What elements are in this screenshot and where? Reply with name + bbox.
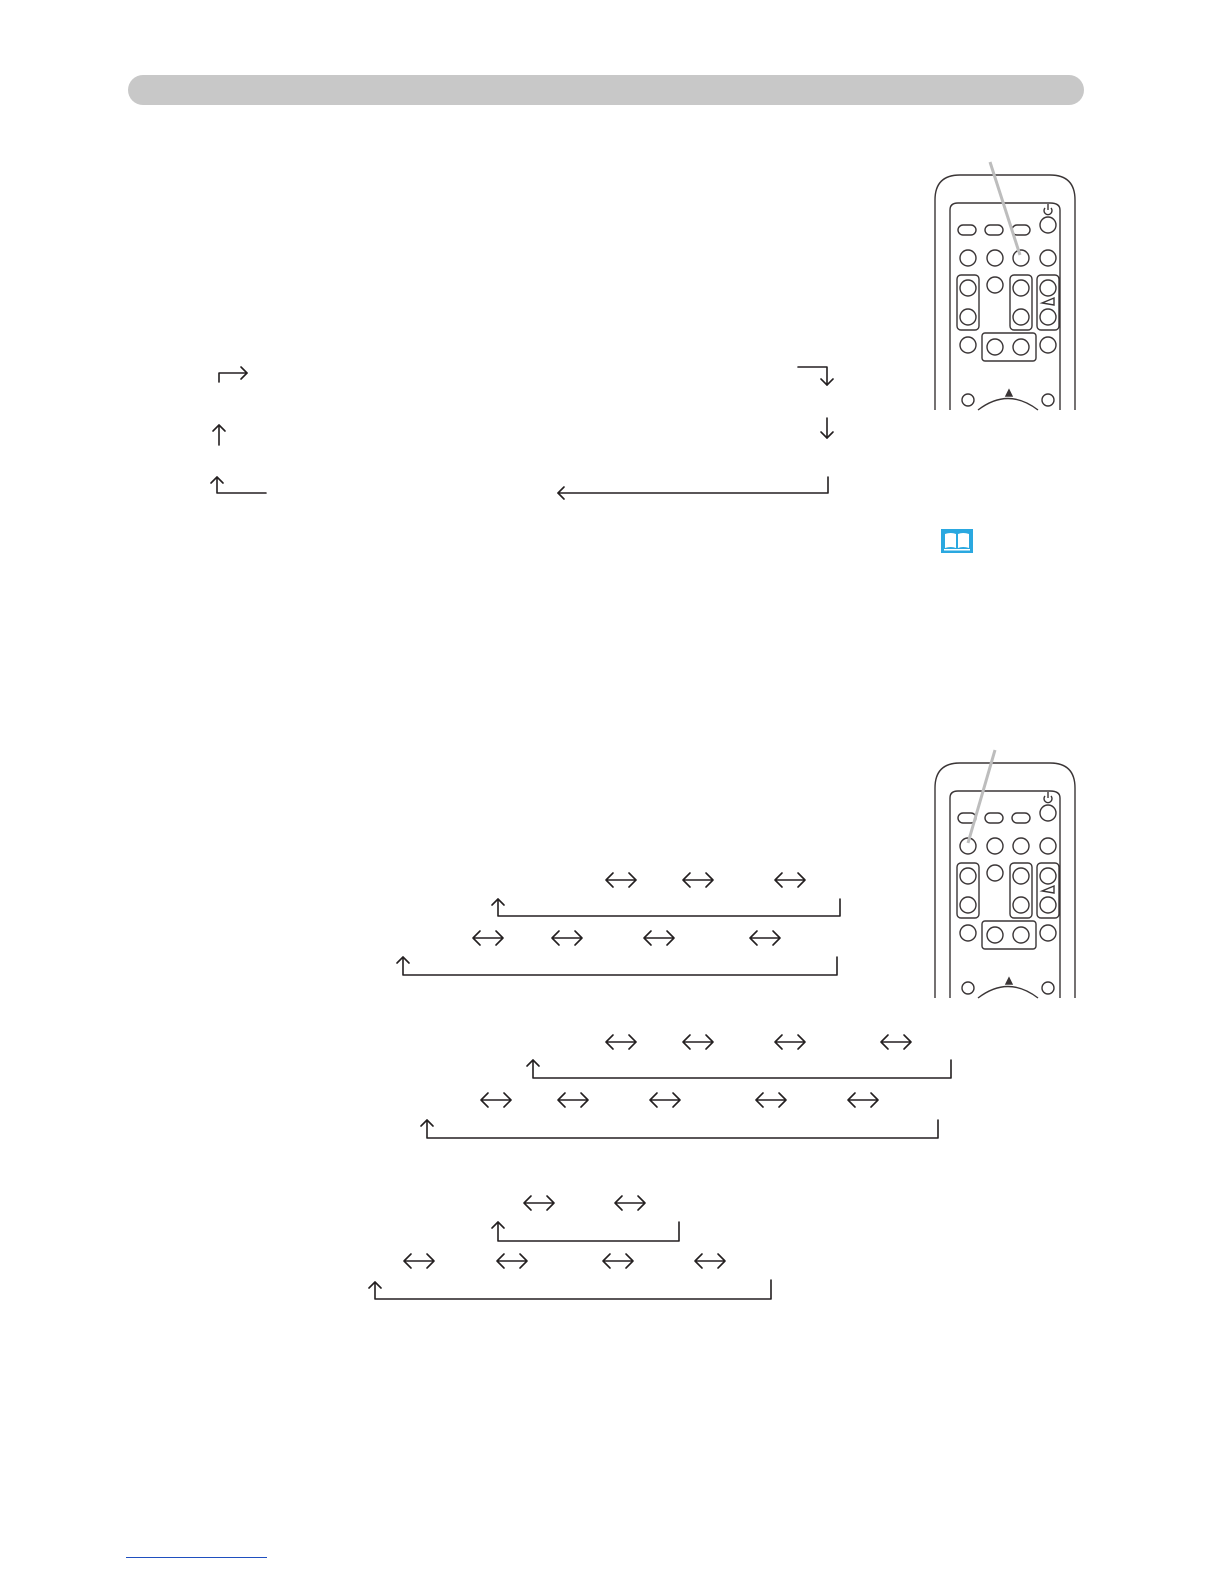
bidirectional-arrow bbox=[775, 1035, 805, 1049]
bidirectional-arrow bbox=[683, 1035, 713, 1049]
bidirectional-arrow bbox=[481, 1093, 511, 1107]
bidirectional-arrow bbox=[497, 1254, 527, 1268]
bidirectional-arrow bbox=[606, 1035, 636, 1049]
bidirectional-arrow bbox=[615, 1196, 645, 1210]
loop-back-arrow bbox=[397, 957, 837, 975]
bidirectional-arrow bbox=[603, 1254, 633, 1268]
bidirectional-arrow bbox=[775, 873, 805, 887]
bidirectional-arrow bbox=[404, 1254, 434, 1268]
bidirectional-arrow bbox=[473, 931, 503, 945]
bidirectional-arrow bbox=[552, 931, 582, 945]
bidirectional-arrow bbox=[756, 1093, 786, 1107]
page-link-underline[interactable] bbox=[126, 1557, 267, 1558]
bidirectional-arrow bbox=[881, 1035, 911, 1049]
loop-back-arrow bbox=[492, 1222, 679, 1241]
bidirectional-arrow bbox=[558, 1093, 588, 1107]
bidirectional-arrow bbox=[750, 931, 780, 945]
bidirectional-arrow bbox=[650, 1093, 680, 1107]
bidirectional-arrow bbox=[848, 1093, 878, 1107]
loop-back-arrow bbox=[492, 899, 840, 916]
bidirectional-arrow bbox=[644, 931, 674, 945]
bidirectional-arrow bbox=[683, 873, 713, 887]
loop-back-arrow bbox=[527, 1060, 951, 1078]
loop-back-arrow bbox=[421, 1120, 938, 1138]
loop-back-arrow bbox=[369, 1280, 771, 1299]
bidirectional-arrow bbox=[695, 1254, 725, 1268]
bidirectional-arrow bbox=[606, 873, 636, 887]
bidirectional-arrow bbox=[524, 1196, 554, 1210]
